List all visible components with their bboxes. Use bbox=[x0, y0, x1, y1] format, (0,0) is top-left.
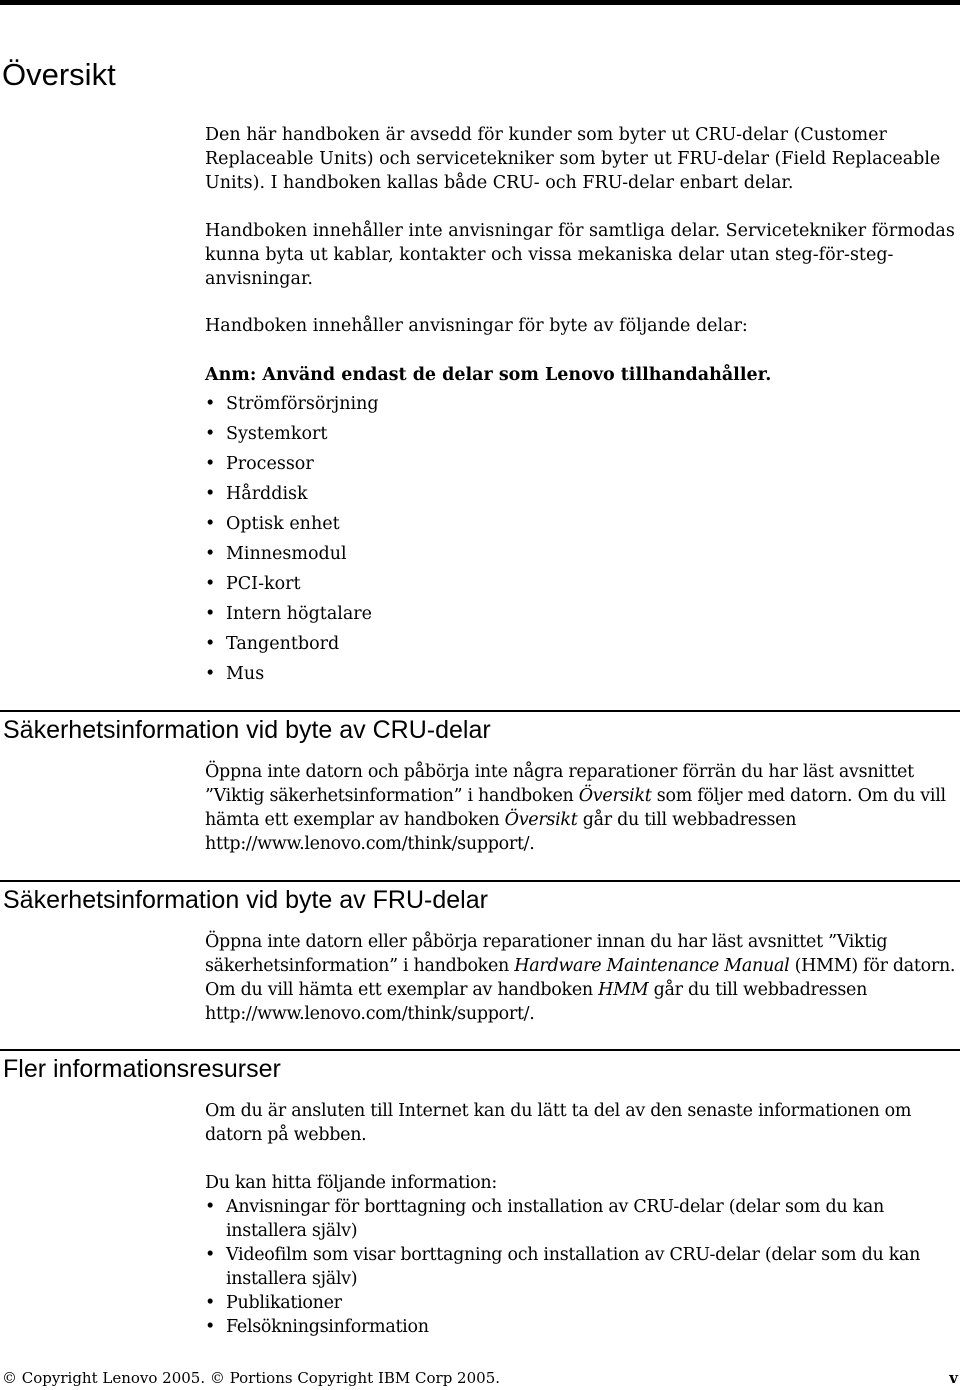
list-item: • Tangentbord bbox=[205, 629, 960, 659]
list-item: • Systemkort bbox=[205, 419, 960, 449]
section-rule bbox=[0, 710, 960, 712]
note: Anm: Använd endast de delar som Lenovo tillhandahåller. bbox=[205, 365, 772, 385]
cru-text-3: går du till webbadressen http://www.lenovo.com/think/support/. bbox=[205, 810, 797, 854]
section-heading-cru: Säkerhetsinformation vid byte av CRU-delar bbox=[3, 716, 491, 744]
resources-section bbox=[205, 1099, 960, 1339]
list-item: • PCI-kort bbox=[205, 569, 960, 599]
resources-paragraph-2: Du kan hitta följande information: bbox=[205, 1173, 497, 1193]
cru-text-2: som följer med datorn. Om du vill hämta ett exemplar av handboken bbox=[205, 786, 946, 830]
list-item: • Videofilm som visar borttagning och installation av CRU-delar (delar som du kan installera själv) bbox=[205, 1243, 960, 1291]
list-item: • Intern högtalare bbox=[205, 599, 960, 629]
fru-text-1: Öppna inte datorn eller påbörja reparationer innan du har läst avsnittet ”Viktig säkerhetsinformation” i handboken bbox=[205, 932, 888, 976]
top-rule bbox=[0, 0, 960, 5]
intro-paragraph-2: Handboken innehåller inte anvisningar för samtliga delar. Servicetekniker förmodas kunna byta ut kablar, kontakter och vissa mekaniska delar utan steg-för-steg-anvisningar. bbox=[205, 221, 955, 289]
page-title: Översikt bbox=[2, 57, 116, 92]
fru-emphasis-1: Hardware Maintenance Manual bbox=[514, 956, 790, 976]
intro-section bbox=[205, 123, 960, 689]
list-item: • Optisk enhet bbox=[205, 509, 960, 539]
resources-paragraph-1: Om du är ansluten till Internet kan du lätt ta del av den senaste informationen om datorn på webben. bbox=[205, 1101, 912, 1145]
cru-emphasis-1: Översikt bbox=[578, 786, 652, 806]
fru-text-2: (HMM) för datorn. Om du vill hämta ett exemplar av handboken bbox=[205, 956, 956, 1000]
intro-paragraph-1: Den här handboken är avsedd för kunder som byter ut CRU-delar (Customer Replaceable Units) och servicetekniker som byter ut FRU-delar (Field Replaceable Units). I handboken kallas både CRU- och FRU-delar enbart delar. bbox=[205, 125, 941, 193]
cru-paragraph bbox=[205, 760, 960, 856]
list-item: • Publikationer bbox=[205, 1291, 960, 1315]
fru-section bbox=[205, 930, 960, 1026]
section-heading-resources: Fler informationsresurser bbox=[3, 1055, 281, 1083]
list-item: • Anvisningar för borttagning och installation av CRU-delar (delar som du kan installera själv) bbox=[205, 1195, 960, 1243]
cru-text-1: Öppna inte datorn och påbörja inte några reparationer förrän du har läst avsnittet ”Viktig säkerhetsinformation” i handboken bbox=[205, 762, 914, 806]
fru-paragraph bbox=[205, 930, 960, 1026]
parts-list bbox=[205, 389, 960, 689]
list-item: • Felsökningsinformation bbox=[205, 1315, 960, 1339]
page-number: v bbox=[949, 1369, 958, 1387]
copyright-text: © Copyright Lenovo 2005. © Portions Copyright IBM Corp 2005. bbox=[2, 1369, 501, 1387]
fru-emphasis-2: HMM bbox=[598, 980, 649, 1000]
resources-list bbox=[205, 1195, 960, 1339]
fru-text-3: går du till webbadressen http://www.lenovo.com/think/support/. bbox=[205, 980, 868, 1024]
section-heading-fru: Säkerhetsinformation vid byte av FRU-delar bbox=[3, 886, 488, 914]
cru-section bbox=[205, 760, 960, 856]
section-rule bbox=[0, 1049, 960, 1051]
list-item: • Mus bbox=[205, 659, 960, 689]
list-item: • Processor bbox=[205, 449, 960, 479]
list-item: • Minnesmodul bbox=[205, 539, 960, 569]
intro-paragraph-3: Handboken innehåller anvisningar för byte av följande delar: bbox=[205, 316, 748, 336]
cru-emphasis-2: Översikt bbox=[504, 810, 578, 830]
page-footer bbox=[2, 1368, 958, 1388]
section-rule bbox=[0, 880, 960, 882]
list-item: • Strömförsörjning bbox=[205, 389, 960, 419]
list-item: • Hårddisk bbox=[205, 479, 960, 509]
